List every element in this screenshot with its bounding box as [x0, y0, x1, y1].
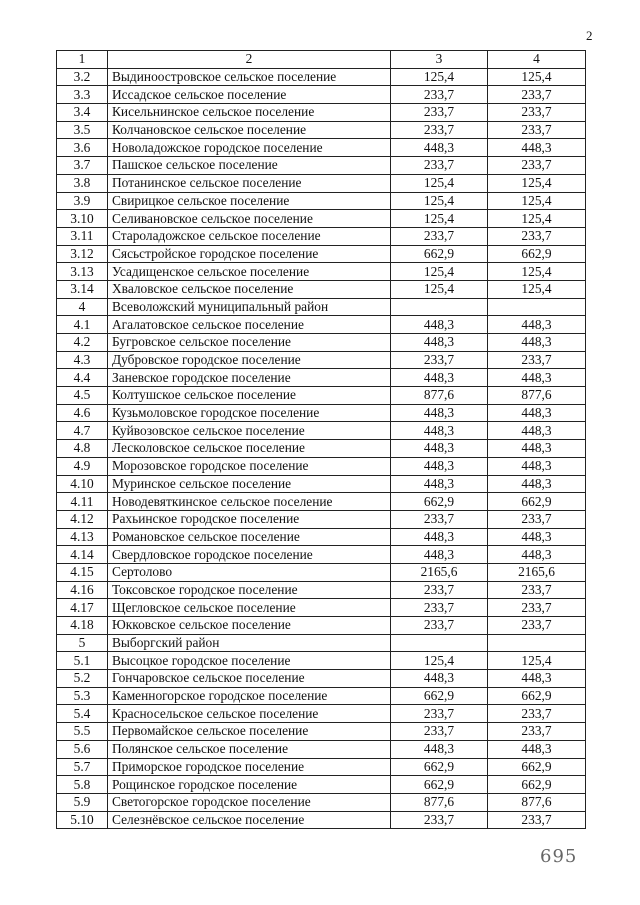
- settlement-name: Первомайское сельское поселение: [108, 723, 391, 741]
- settlement-name: Колчановское сельское поселение: [108, 121, 391, 139]
- value-col-3: 125,4: [391, 652, 488, 670]
- table-row: [57, 404, 586, 422]
- settlement-name: Агалатовское сельское поселение: [108, 316, 391, 334]
- row-number: 3.5: [57, 121, 108, 139]
- table-row: [57, 245, 586, 263]
- settlement-name: Усадищенское сельское поселение: [108, 263, 391, 281]
- row-number: 5.9: [57, 793, 108, 811]
- row-number: 4: [57, 298, 108, 316]
- table-row: [57, 298, 586, 316]
- table-row: [57, 581, 586, 599]
- row-number: 4.10: [57, 475, 108, 493]
- value-col-3: 877,6: [391, 793, 488, 811]
- row-number: 5.2: [57, 670, 108, 688]
- row-number: 4.3: [57, 351, 108, 369]
- row-number: 4.14: [57, 546, 108, 564]
- row-number: 3.8: [57, 174, 108, 192]
- value-col-4: 448,3: [488, 528, 586, 546]
- value-col-4: 448,3: [488, 740, 586, 758]
- value-col-3: 662,9: [391, 245, 488, 263]
- value-col-3: 448,3: [391, 528, 488, 546]
- value-col-3: 233,7: [391, 599, 488, 617]
- row-number: 5.3: [57, 687, 108, 705]
- row-number: 3.3: [57, 86, 108, 104]
- row-number: 4.1: [57, 316, 108, 334]
- value-col-4: 125,4: [488, 210, 586, 228]
- settlement-name: Куйвозовское сельское поселение: [108, 422, 391, 440]
- value-col-3: 125,4: [391, 192, 488, 210]
- value-col-3: 125,4: [391, 68, 488, 86]
- value-col-4: 448,3: [488, 422, 586, 440]
- row-number: 3.2: [57, 68, 108, 86]
- table-row: [57, 263, 586, 281]
- settlement-name: Лесколовское сельское поселение: [108, 440, 391, 458]
- settlement-name: Рощинское городское поселение: [108, 776, 391, 794]
- settlement-name: Морозовское городское поселение: [108, 457, 391, 475]
- settlement-name: Кузьмоловское городское поселение: [108, 404, 391, 422]
- value-col-4: 233,7: [488, 157, 586, 175]
- row-number: 4.4: [57, 369, 108, 387]
- handwritten-page-stamp: 695: [540, 846, 578, 867]
- value-col-3: 448,3: [391, 475, 488, 493]
- value-col-4: [488, 634, 586, 652]
- value-col-3: [391, 634, 488, 652]
- row-number: 3.9: [57, 192, 108, 210]
- settlement-name: Селивановское сельское поселение: [108, 210, 391, 228]
- value-col-4: 233,7: [488, 581, 586, 599]
- settlement-name: Кисельнинское сельское поселение: [108, 104, 391, 122]
- settlement-name: Дубровское городское поселение: [108, 351, 391, 369]
- header-col-2: 2: [108, 51, 391, 69]
- table-row: [57, 617, 586, 635]
- value-col-3: 877,6: [391, 387, 488, 405]
- settlement-name: Колтушское сельское поселение: [108, 387, 391, 405]
- value-col-3: 233,7: [391, 227, 488, 245]
- row-number: 4.17: [57, 599, 108, 617]
- row-number: 4.7: [57, 422, 108, 440]
- table-header-row: [57, 51, 586, 69]
- settlement-name: Токсовское городское поселение: [108, 581, 391, 599]
- table-row: [57, 387, 586, 405]
- table-row: [57, 793, 586, 811]
- value-col-3: 233,7: [391, 121, 488, 139]
- settlement-name: Высоцкое городское поселение: [108, 652, 391, 670]
- table-row: [57, 121, 586, 139]
- value-col-3: 233,7: [391, 705, 488, 723]
- value-col-4: 233,7: [488, 617, 586, 635]
- table-row: [57, 563, 586, 581]
- settlement-name: Иссадское сельское поселение: [108, 86, 391, 104]
- row-number: 3.11: [57, 227, 108, 245]
- settlement-name: Новодевяткинское сельское поселение: [108, 493, 391, 511]
- value-col-4: [488, 298, 586, 316]
- table-row: [57, 334, 586, 352]
- table-row: [57, 687, 586, 705]
- row-number: 3.13: [57, 263, 108, 281]
- table-row: [57, 174, 586, 192]
- value-col-4: 662,9: [488, 493, 586, 511]
- table-body: [57, 68, 586, 829]
- value-col-3: 662,9: [391, 493, 488, 511]
- settlement-name: Селезнёвское сельское поселение: [108, 811, 391, 829]
- value-col-4: 448,3: [488, 475, 586, 493]
- value-col-3: 662,9: [391, 687, 488, 705]
- value-col-3: 233,7: [391, 86, 488, 104]
- table-row: [57, 493, 586, 511]
- value-col-4: 448,3: [488, 139, 586, 157]
- table-row: [57, 599, 586, 617]
- table-row: [57, 210, 586, 228]
- value-col-3: 448,3: [391, 440, 488, 458]
- value-col-4: 448,3: [488, 334, 586, 352]
- row-number: 4.11: [57, 493, 108, 511]
- table-row: [57, 440, 586, 458]
- row-number: 4.6: [57, 404, 108, 422]
- settlement-name: Свирицкое сельское поселение: [108, 192, 391, 210]
- row-number: 5.7: [57, 758, 108, 776]
- value-col-4: 125,4: [488, 174, 586, 192]
- settlement-name: Муринское сельское поселение: [108, 475, 391, 493]
- table-row: [57, 457, 586, 475]
- value-col-4: 125,4: [488, 652, 586, 670]
- table-row: [57, 758, 586, 776]
- value-col-3: 233,7: [391, 351, 488, 369]
- value-col-4: 233,7: [488, 104, 586, 122]
- value-col-3: 448,3: [391, 546, 488, 564]
- table-row: [57, 776, 586, 794]
- value-col-4: 448,3: [488, 457, 586, 475]
- settlement-name: Романовское сельское поселение: [108, 528, 391, 546]
- row-number: 5.6: [57, 740, 108, 758]
- table-row: [57, 528, 586, 546]
- settlement-name: Хваловское сельское поселение: [108, 280, 391, 298]
- value-col-3: 233,7: [391, 811, 488, 829]
- table-row: [57, 634, 586, 652]
- value-col-4: 125,4: [488, 68, 586, 86]
- table-row: [57, 369, 586, 387]
- row-number: 5.8: [57, 776, 108, 794]
- row-number: 4.18: [57, 617, 108, 635]
- settlement-name: Красносельское сельское поселение: [108, 705, 391, 723]
- value-col-4: 2165,6: [488, 563, 586, 581]
- settlement-name: Новоладожское городское поселение: [108, 139, 391, 157]
- settlement-name: Гончаровское сельское поселение: [108, 670, 391, 688]
- table-row: [57, 192, 586, 210]
- value-col-3: 448,3: [391, 316, 488, 334]
- row-number: 4.9: [57, 457, 108, 475]
- value-col-3: 448,3: [391, 369, 488, 387]
- table-row: [57, 316, 586, 334]
- row-number: 4.2: [57, 334, 108, 352]
- value-col-3: 233,7: [391, 157, 488, 175]
- value-col-4: 233,7: [488, 705, 586, 723]
- value-col-3: 448,3: [391, 422, 488, 440]
- settlement-name: Светогорское городское поселение: [108, 793, 391, 811]
- value-col-4: 877,6: [488, 387, 586, 405]
- value-col-3: 448,3: [391, 139, 488, 157]
- value-col-3: 2165,6: [391, 563, 488, 581]
- value-col-4: 233,7: [488, 227, 586, 245]
- settlement-name: Юкковское сельское поселение: [108, 617, 391, 635]
- value-col-4: 125,4: [488, 192, 586, 210]
- header-col-1: 1: [57, 51, 108, 69]
- row-number: 5.1: [57, 652, 108, 670]
- settlement-name: Потанинское сельское поселение: [108, 174, 391, 192]
- row-number: 3.12: [57, 245, 108, 263]
- settlement-name: Рахьинское городское поселение: [108, 510, 391, 528]
- table-row: [57, 104, 586, 122]
- value-col-4: 233,7: [488, 121, 586, 139]
- value-col-3: 125,4: [391, 280, 488, 298]
- row-number: 4.15: [57, 563, 108, 581]
- row-number: 4.8: [57, 440, 108, 458]
- row-number: 5.10: [57, 811, 108, 829]
- table-row: [57, 86, 586, 104]
- value-col-3: 125,4: [391, 210, 488, 228]
- value-col-4: 448,3: [488, 404, 586, 422]
- value-col-4: 662,9: [488, 245, 586, 263]
- settlement-name: Староладожское сельское поселение: [108, 227, 391, 245]
- table-row: [57, 280, 586, 298]
- value-col-4: 662,9: [488, 687, 586, 705]
- row-number: 3.6: [57, 139, 108, 157]
- settlement-name: Всеволожский муниципальный район: [108, 298, 391, 316]
- value-col-3: 233,7: [391, 617, 488, 635]
- table-row: [57, 811, 586, 829]
- value-col-3: 448,3: [391, 334, 488, 352]
- value-col-4: 448,3: [488, 440, 586, 458]
- settlement-name: Бугровское сельское поселение: [108, 334, 391, 352]
- row-number: 4.12: [57, 510, 108, 528]
- settlement-name: Щегловское сельское поселение: [108, 599, 391, 617]
- value-col-4: 233,7: [488, 351, 586, 369]
- value-col-4: 233,7: [488, 510, 586, 528]
- value-col-4: 662,9: [488, 758, 586, 776]
- row-number: 4.5: [57, 387, 108, 405]
- value-col-4: 233,7: [488, 811, 586, 829]
- value-col-4: 125,4: [488, 280, 586, 298]
- value-col-4: 448,3: [488, 316, 586, 334]
- table-row: [57, 723, 586, 741]
- value-col-3: 448,3: [391, 740, 488, 758]
- row-number: 3.14: [57, 280, 108, 298]
- value-col-4: 233,7: [488, 723, 586, 741]
- value-col-4: 233,7: [488, 86, 586, 104]
- table-row: [57, 546, 586, 564]
- row-number: 3.10: [57, 210, 108, 228]
- settlement-name: Каменногорское городское поселение: [108, 687, 391, 705]
- value-col-4: 877,6: [488, 793, 586, 811]
- settlement-name: Выборгский район: [108, 634, 391, 652]
- settlement-name: Приморское городское поселение: [108, 758, 391, 776]
- value-col-3: 233,7: [391, 510, 488, 528]
- settlement-name: Сясьстройское городское поселение: [108, 245, 391, 263]
- table-row: [57, 139, 586, 157]
- table-row: [57, 740, 586, 758]
- settlement-name: Заневское городское поселение: [108, 369, 391, 387]
- value-col-3: 448,3: [391, 404, 488, 422]
- table-row: [57, 475, 586, 493]
- value-col-3: 233,7: [391, 581, 488, 599]
- table-row: [57, 670, 586, 688]
- row-number: 5: [57, 634, 108, 652]
- table-row: [57, 68, 586, 86]
- value-col-4: 448,3: [488, 546, 586, 564]
- value-col-3: [391, 298, 488, 316]
- value-col-4: 233,7: [488, 599, 586, 617]
- value-col-3: 233,7: [391, 104, 488, 122]
- settlement-name: Свердловское городское поселение: [108, 546, 391, 564]
- table-row: [57, 157, 586, 175]
- table-row: [57, 510, 586, 528]
- value-col-3: 662,9: [391, 758, 488, 776]
- settlement-name: Выдиноостровское сельское поселение: [108, 68, 391, 86]
- value-col-4: 662,9: [488, 776, 586, 794]
- settlement-name: Полянское сельское поселение: [108, 740, 391, 758]
- table-row: [57, 705, 586, 723]
- value-col-4: 448,3: [488, 670, 586, 688]
- table-row: [57, 351, 586, 369]
- value-col-4: 448,3: [488, 369, 586, 387]
- value-col-3: 125,4: [391, 263, 488, 281]
- settlement-name: Сертолово: [108, 563, 391, 581]
- header-col-3: 3: [391, 51, 488, 69]
- value-col-3: 233,7: [391, 723, 488, 741]
- value-col-3: 125,4: [391, 174, 488, 192]
- row-number: 3.7: [57, 157, 108, 175]
- row-number: 5.4: [57, 705, 108, 723]
- value-col-3: 448,3: [391, 457, 488, 475]
- header-col-4: 4: [488, 51, 586, 69]
- allocation-table: [56, 50, 586, 829]
- value-col-3: 448,3: [391, 670, 488, 688]
- value-col-3: 662,9: [391, 776, 488, 794]
- row-number: 4.16: [57, 581, 108, 599]
- row-number: 5.5: [57, 723, 108, 741]
- table-row: [57, 652, 586, 670]
- value-col-4: 125,4: [488, 263, 586, 281]
- row-number: 4.13: [57, 528, 108, 546]
- table-row: [57, 227, 586, 245]
- settlement-name: Пашское сельское поселение: [108, 157, 391, 175]
- page-number: 2: [586, 28, 593, 43]
- row-number: 3.4: [57, 104, 108, 122]
- table-row: [57, 422, 586, 440]
